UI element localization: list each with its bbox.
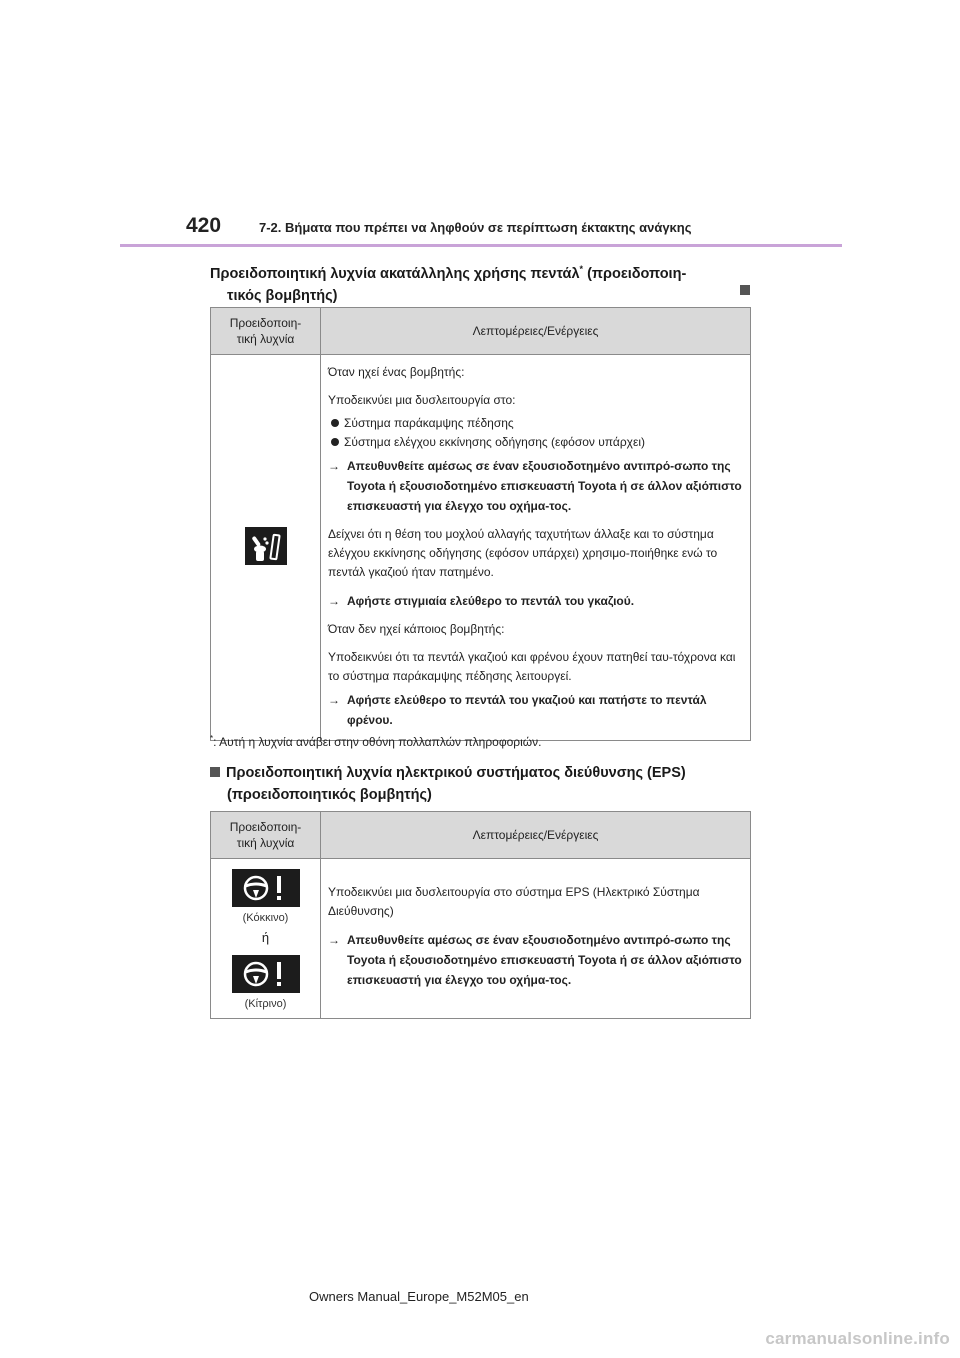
section-end-square-icon [740, 285, 750, 295]
arrow-icon: → [328, 594, 340, 608]
paragraph-buzzer-sounds: Όταν ηχεί ένας βομβητής: [328, 365, 465, 379]
footer-doc-id: Owners Manual_Europe_M52M05_en [309, 1289, 529, 1304]
lamp-caption-yellow: (Κίτρινο) [244, 998, 287, 1010]
action-text: Αφήστε ελεύθερο το πεντάλ του γκαζιού και πατήστε το πεντάλ φρένου. [347, 693, 707, 727]
header-line1: Προειδοποιη- [229, 316, 302, 330]
arrow-icon: → [328, 932, 340, 947]
paragraph-no-buzzer: Όταν δεν ηχεί κάποιος βομβητής: [328, 622, 505, 636]
arrow-icon: → [328, 459, 340, 473]
footnote [210, 734, 542, 749]
running-head: 7-2. Βήματα που πρέπει να ληφθούν σε περίπτωση έκτακτης ανάγκης [259, 220, 692, 235]
action-text: Αφήστε στιγμιαία ελεύθερο το πεντάλ του γκαζιού. [347, 594, 635, 608]
action-press-brake [328, 690, 742, 730]
action-contact-dealer [328, 456, 742, 516]
page-number: 420 [186, 214, 222, 237]
header-line2: τική λυχνία [236, 332, 295, 346]
list-item: Σύστημα παράκαμψης πέδησης [328, 414, 742, 433]
column-header-warning-light [211, 812, 321, 859]
paragraph-shift-lever: Δείχνει ότι η θέση του μοχλού αλλαγής ταχυτήτων άλλαξε και το σύστημα ελέγχου εκκίνησης οδήγησης (εφόσον υπάρχει) χρησιμο-ποιήθηκε ενώ το πεντάλ γκαζιού ήταν πατημένο. [328, 527, 718, 579]
pedal-warning-table [210, 307, 751, 741]
paragraph-malfunction: Υποδεικνύει μια δυσλειτουργία στο: [328, 393, 516, 407]
details-cell [321, 859, 751, 1019]
header-rule [120, 244, 842, 247]
column-header-details: Λεπτομέρειες/Ενέργειες [321, 812, 751, 859]
footnote-mark: * [210, 734, 214, 743]
action-release-accelerator [328, 591, 742, 611]
list-item: Σύστημα ελέγχου εκκίνησης οδήγησης (εφόσον υπάρχει) [328, 433, 742, 452]
section-title-line1: Προειδοποιητική λυχνία ακατάλληλης χρήσης πεντάλ [210, 265, 580, 282]
section-square-icon [210, 767, 220, 777]
lamp-caption-red: (Κόκκινο) [242, 912, 289, 924]
arrow-icon: → [328, 693, 340, 707]
details-cell [321, 355, 751, 741]
action-text: Απευθυνθείτε αμέσως σε έναν εξουσιοδοτημένο αντιπρό-σωπο της Toyota ή εξουσιοδοτημένο επισκευαστή Toyota ή σε άλλον αξιόπιστο επισκευαστή για έλεγχο του οχήμα-τος. [347, 932, 742, 987]
section-title-pedal-warning [210, 258, 750, 307]
pedal-misoperation-warning-icon [245, 527, 287, 565]
footnote-text: : Αυτή η λυχνία ανάβει στην οθόνη πολλαπλών πληροφοριών. [213, 735, 542, 749]
section-title-line2: τικός βομβητής) [227, 287, 338, 304]
eps-warning-table [210, 811, 751, 1019]
section-title-line1-end: (προειδοποιη- [583, 265, 687, 282]
or-text: ή [261, 930, 270, 945]
action-contact-dealer [328, 930, 742, 990]
header-line1: Προειδοποιη- [229, 820, 302, 834]
steering-wheel-warning-icon [232, 955, 300, 993]
header-line2: τική λυχνία [236, 836, 295, 850]
section-title-eps-warning [210, 762, 750, 806]
warning-light-cell [211, 859, 321, 1019]
section-title-line1: Προειδοποιητική λυχνία ηλεκτρικού συστήματος διεύθυνσης (EPS) [226, 765, 686, 781]
paragraph-both-pedals: Υποδεικνύει ότι τα πεντάλ γκαζιού και φρένου έχουν πατηθεί ταυ-τόχρονα και το σύστημα παράκαμψης πέδησης λειτουργεί. [328, 650, 736, 683]
column-header-warning-light [211, 308, 321, 355]
action-text: Απευθυνθείτε αμέσως σε έναν εξουσιοδοτημένο αντιπρό-σωπο της Toyota ή εξουσιοδοτημένο επισκευαστή Toyota ή σε άλλον αξιόπιστο επισκευαστή για έλεγχο του οχήμα-τος. [347, 459, 742, 513]
steering-wheel-warning-icon [232, 869, 300, 907]
section-title-line2: (προειδοποιητικός βομβητής) [227, 787, 432, 803]
footnote-marker: * [579, 264, 584, 274]
paragraph-eps-malfunction: Υποδεικνύει μια δυσλειτουργία στο σύστημα EPS (Ηλεκτρικό Σύστημα Διεύθυνσης) [328, 884, 700, 918]
watermark: carmanualsonline.info [765, 1329, 950, 1348]
warning-light-cell [211, 355, 321, 741]
column-header-details: Λεπτομέρειες/Ενέργειες [321, 308, 751, 355]
